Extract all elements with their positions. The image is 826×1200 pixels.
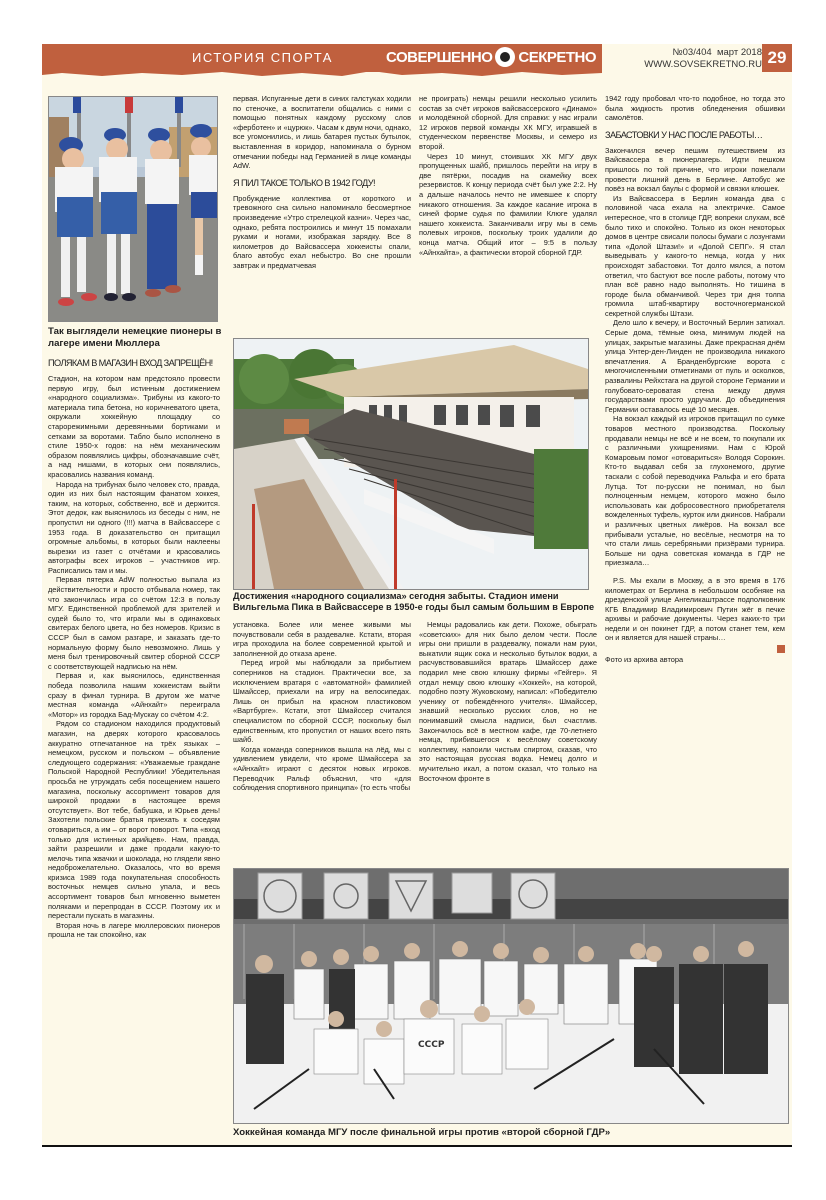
paragraph: не проиграть) немцы решили несколько усилить состав за счёт игроков вайсвассерского «Динамо» и молодёжной сборной. Для справки: у нас играли 12 игроков первой команды ХК МГУ, игравшей в студенческом первенстве Москвы, и семеро из второй. — [419, 94, 597, 151]
paragraph: Немцы радовались как дети. Похоже, обыграть «советских» для них было делом чести. После игры они пришли в раздевалку, пожали нам руки, выкатили ящик сока и несколько бутылок водки, а расчувствовавшийся вратарь Шмайссер даже подарил мне свою клюшку фирмы «Гейгер». Я отдал немцу свою клюшку «Хоккей», на которой, подобно поэту Жуковскому, написал: «Победителю ученику от побеждённого учителя». Шмайссер, знавший несколько русских слов, но не понимавший смысла надписи, был счастлив. Закончилось всё в местном кафе, где 70-летнего немца, прибившегося к весёлому советскому коллективу, напоили чистым спиртом, сказав, что это настоящая русская водка. Немец долго и мучительно икал, а потом сказал, что только на Восточном фронте в — [419, 620, 597, 783]
stadium-photo — [233, 338, 589, 590]
pioneers-photo — [48, 96, 218, 322]
paragraph: Первая и, как выяснилось, единственная победа позволила нашим хоккеистам выйти сразу в финал турнира. В другом же матче местная команда «Айнхайт» переиграла «Мотор» из городка Бад-Мускау со счётом 4:2. — [48, 671, 220, 719]
issue-date: март 2018 — [716, 47, 762, 58]
paragraph: Дело шло к вечеру, и Восточный Берлин затихал. Серые дома, тёмные окна, минимум людей на улицах, закрытые магазины. Даже прекрасная днём улица Унтер-ден-Линден не производила никакого впечатления. А Бранденбургские ворота с многочисленными отметинами от пуль и осколков, развалины Рейхстага на другой стороне Германии и голубовато-сероватая стена между двумя государствами просто удручали. До объединения Германии оставалось ещё 10 месяцев. — [605, 318, 785, 414]
paragraph: Пробуждение коллектива от короткого и тревожного сна сильно напоминало бессмертное произведение «Утро стрелецкой казни». Через час, однако, ребята построились и минут 15 помахали руками и ногами, изображая зарядку. Все 8 километров до Вайсвассера хоккеисты спали, благо автобус ехал небыстро. Во сне прошли завтрак и предматчевая — [233, 193, 411, 270]
paragraph: 1942 году пробовал что-то подобное, но тогда это была жидкость против обледенения обшивки самолётов. — [605, 94, 785, 123]
logo-text-left: СОВЕРШЕННО — [386, 48, 493, 66]
subheading-1942: Я ПИЛ ТАКОЕ ТОЛЬКО В 1942 ГОДУ! — [233, 177, 375, 188]
paragraph: установка. Более или менее живыми мы почувствовали себя в раздевалке. Кстати, вторая игра проходила на более современной крытой и заполненной до отказа арене. — [233, 620, 411, 658]
paragraph: На вокзал каждый из игроков притащил по сумке товаров местного производства. Поскольку продавали немцы не всё и не всем, то покупали их с различными ухищрениями. Нам с Юрой Комаровым помог «отовариться» Володя Сорокин. Кто-то выдавал себя за глухонемого, другие таскали с собой переводчика Ральфа и его брата Лутца. Тот по-русски не понимал, но был полноценным немцем, которого можно было использовать как добросовестного приобретателя вожделенных туфель, курток или джинсов. Набрали и различных цветных ликёров. На вокзал все прибывали усталые, но весёлые, несмотря на то что стали лишь серебряными призёрами турнира. Больше ни одна советская команда в ГДР не приезжала… — [605, 414, 785, 568]
column-3-bottom — [419, 620, 597, 864]
paragraph: Через 10 минут, стоивших ХК МГУ двух пропущенных шайб, пришлось перейти на игру в две пятёрки, посадив на скамейку всех резервистов. К концу периода счёт был уже 2:2. Ну а дальше началось нечто не имевшее к спорту никакого отношения. За каждое касание игрока в синей форме судья по фамилии Клюге удалял нашего хоккеиста. Заканчивали игру мы в семь полевых игроков, поскольку троих удалили до конца матча. Общий итог – 9:5 в пользу «Айнхайта», а фактически второй сборной ГДР. — [419, 151, 597, 257]
paragraph: Закончился вечер пешим путешествием из Вайсвассера в пионерлагерь. Идти пешком пришлось по той причине, что игроки пожелали провести лишний день в Берлине. Автобус же повёз на вокзал баулы с формой и связки клюшек. — [605, 145, 785, 194]
issue-info — [604, 47, 762, 71]
hockey-team-photo — [233, 868, 789, 1124]
subheading-poles: ПОЛЯКАМ В МАГАЗИН ВХОД ЗАПРЕЩЁН! — [48, 358, 213, 368]
paragraph: Когда команда соперников вышла на лёд, мы с удивлением увидели, что кроме Шмайссера за «Айнхайт» играют с десяток новых игроков. Переводчик Ральф объяснил, что «для соблюдения спортивного принципа» (то есть чтобы — [233, 744, 411, 793]
torn-edge-decoration — [42, 70, 602, 78]
section-title: ИСТОРИЯ СПОРТА — [192, 50, 333, 65]
cccp-jersey-text: СССР — [418, 1040, 445, 1050]
column-1 — [48, 358, 220, 1142]
pioneers-photo-caption: Так выглядели немецкие пионеры в лагере имени Мюллера — [48, 326, 222, 349]
bottom-rule — [42, 1145, 792, 1147]
publication-logo — [386, 47, 596, 67]
logo-emblem-icon — [495, 47, 515, 67]
column-2-bottom — [233, 620, 411, 864]
paragraph: Перед игрой мы наблюдали за прибытием соперников на стадион. Практически все, за исключением вратаря с «автоматной» фамилией Шмайссер, приехали на игру на велосипедах. Лишь он прибыл на красном пластиковом «Вартбурге». Кстати, этот Шмайссер считался специалистом по сборной СССР, поскольку был единственным, кто пропустил от наших всего пять шайб. — [233, 658, 411, 745]
postscript: P.S. Мы ехали в Москву, а в это время в 176 километрах от Берлина в небольшом особняке на дрезденской улице Ангеликаштрассе подполковник КГБ Владимир Владимирович Путин жёг в печке архивы и рабочие документы. Через каких-то три недели и он покинет ГДР, а потом станет тем, кем он и является для нашей страны… — [605, 575, 785, 643]
paragraph: первая. Испуганные дети в синих галстуках ходили по стеночке, а воспитатели общались с ними с помощью понятных каждому русскому слов «ферботен» и «цурюк». Часам к двум ночи, однако, все угомонились, и лишь батарея пустых бутылок, выставленная в коридор, напоминала о бурном отмечании победы над Германией в лице команды AdW. — [233, 94, 411, 171]
team-photo-caption: Хоккейная команда МГУ после финальной игры против «второй сборной ГДР» — [233, 1127, 611, 1138]
paragraph: Стадион, на котором нам предстояло провести первую игру, был истинным достижением «народного социализма». Трибуны из какого-то материала типа бетона, но коричневатого цвета, окружали хоккейную площадку со старорежимными деревянными бортиками и сетками за воротами. Табло было исполнено в стиле 1950-х годов: на нём механическим образом появлялись цифры, обозначавшие счёт, а над нишами, в которых они появлялись, красовались названия команд. — [48, 374, 220, 479]
stadium-photo-caption: Достижения «народного социализма» сегодня забыты. Стадион имени Вильгельма Пика в Вайсвассере в 1950-е годы был самым большим в Европе — [233, 591, 595, 612]
issue-number: №03/404 — [672, 47, 712, 58]
column-3-top — [419, 94, 597, 334]
page-header — [42, 44, 792, 78]
paragraph: Первая пятерка AdW полностью выпала из действительности и просто отбывала номер, так что закончилась игра со счётом 12:3 в пользу МГУ. Единственной проблемой для зрителей и судей было то, что играли мы в одинаковых свитерах белого цвета, но без номеров. Кризис в СССР был в самом разгаре, и заказать где-то нормальную форму было невозможно. Лишь у меня был тренировочный свитер сборной СССР с соответствующей надписью на нём. — [48, 575, 220, 671]
column-4 — [605, 94, 785, 864]
page-number: 29 — [762, 44, 792, 72]
paragraph: Народа на трибунах было человек сто, правда, один из них был настоящим фанатом хоккея, таким, на которых, собственно, всё и держится. Этот дедок, как выяснилось из беседы с ним, не пропустил ни одного (!!!) матча в Вайсвассере с 1953 года. В доказательство он притащил огромные альбомы, в которых были наклеены вырезки из газет с отчётами и красовались автографы всех игроков – участников игр. Расписались там и мы. — [48, 479, 220, 575]
paragraph: Рядом со стадионом находился продуктовый магазин, на дверях которого красовалось аккуратно отпечатанное на трёх языках – немецком, русском и польском – объявление следующего содержания: «Уважаемые граждане Польской Народной Республики! Убедительная просьба не утруждать себя посещением нашего магазина, поскольку ассортимент товаров для широкой продажи в настоящее время отсутствует». Вот тебе, бабушка, и Юрьев день! Захотели польские братья приехать к соседям отовариться, а им – от ворот поворот. Типа «вход только для истинных арийцев». Нам, правда, зайти разрешили и даже продали какую-то мелочь типа жвачки и шоколада, но глядели явно недоброжелательно. Оказалось, что во время кризиса 1989 года покупательная способность восточных немцев сильно упала, и весь ассортимент товаров был мгновенно выметен поляками и перепродан в СССР. Поэтому их и перестали пускать в магазины. — [48, 719, 220, 921]
column-2-top — [233, 94, 411, 334]
website-link[interactable]: WWW.SOVSEKRETNO.RU — [644, 59, 762, 70]
logo-text-right: СЕКРЕТНО — [518, 48, 597, 66]
photo-credit: Фото из архива автора — [605, 655, 684, 665]
subheading-strikes: ЗАБАСТОВКИ У НАС ПОСЛЕ РАБОТЫ… — [605, 129, 763, 140]
paragraph: Вторая ночь в лагере мюллеровских пионеров прошла не так спокойно, как — [48, 920, 220, 940]
end-of-article-mark — [777, 645, 785, 653]
paragraph: Из Вайсвассера в Берлин команда два с половиной часа ехала на электричке. Самое интересное, что в столице ГДР, вопреки слухам, всё было тихо и спокойно. Только из окон некоторых домов в центре свисали полосы бумаги с лозунгами типа «Долой Штази!» и «Долой СЕПГ». Я стал выведывать у какого-то немца, когда у них происходят забастовки. Тот долго мялся, а потом ответил, что бастуют все после работы, потому что план всё равно надо выполнять. Но тишина в городе была обманчивой. Через три дня толпа громила штаб-квартиру восточногерманской секретной службы Штази. — [605, 193, 785, 318]
